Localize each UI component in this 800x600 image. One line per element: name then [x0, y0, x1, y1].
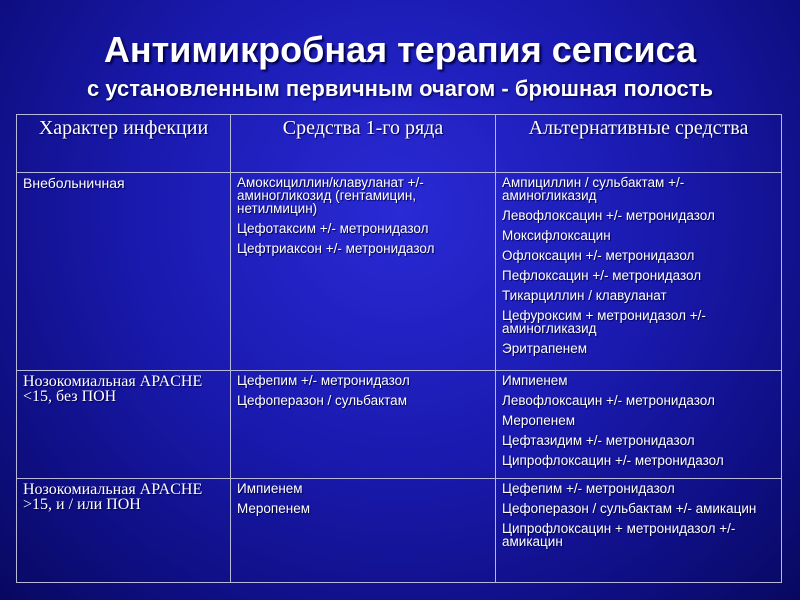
header-first-line: Средства 1-го ряда: [231, 115, 496, 173]
drug-item: Импиенем: [237, 481, 303, 496]
row-category: Нозокомиальная APACHE >15, и / или ПОН: [17, 479, 231, 583]
alternatives-cell: [496, 479, 782, 583]
therapy-table: [16, 114, 782, 583]
drug-item: Офлоксацин +/- метронидазол: [502, 248, 695, 263]
slide-title: Антимикробная терапия сепсиса: [103, 29, 697, 70]
table-row: [17, 371, 782, 479]
slide-subtitle: с установленным первичным очагом - брюшная полость: [86, 76, 714, 101]
drug-item: Импиенем: [502, 373, 568, 388]
drug-item: Меропенем: [502, 413, 575, 428]
row-category: Внебольничная: [17, 173, 231, 371]
drug-item: Цефотаксим +/- метронидазол: [237, 221, 429, 236]
drug-item: Эритрапенем: [502, 341, 588, 356]
header-infection-type: Характер инфекции: [17, 115, 231, 173]
alternatives-cell: [496, 173, 782, 371]
drug-item: Цефепим +/- метронидазол: [237, 373, 410, 388]
drug-item: Моксифлоксацин: [502, 228, 611, 243]
drug-item: Левофлоксацин +/- метронидазол: [502, 393, 715, 408]
drug-item: Амоксициллин/клавуланат +/- аминогликозид (гентамицин, нетилмицин): [237, 175, 424, 216]
drug-item: Ципрофлоксацин +/- метронидазол: [502, 453, 724, 468]
drug-item: Цефуроксим + метронидазол +/- аминогликазид: [502, 308, 706, 336]
drug-item: Ципрофлоксацин + метронидазол +/- амикацин: [502, 521, 736, 549]
first-line-cell: [231, 479, 496, 583]
table-header-row: [17, 115, 782, 173]
drug-item: Цефоперазон / сульбактам: [237, 393, 407, 408]
drug-item: Левофлоксацин +/- метронидазол: [502, 208, 715, 223]
drug-item: Пефлоксацин +/- метронидазол: [502, 268, 702, 283]
first-line-cell: [231, 371, 496, 479]
drug-item: Ампициллин / сульбактам +/- аминогликазид: [502, 175, 685, 203]
drug-item: Тикарциллин / клавуланат: [502, 288, 667, 303]
drug-item: Цефтриаксон +/- метронидазол: [237, 241, 435, 256]
alternatives-cell: [496, 371, 782, 479]
table-row: [17, 173, 782, 371]
drug-item: Меропенем: [237, 501, 310, 516]
table-row: [17, 479, 782, 583]
first-line-cell: [231, 173, 496, 371]
row-category: Нозокомиальная APACHE <15, без ПОН: [17, 371, 231, 479]
drug-item: Цефоперазон / сульбактам +/- амикацин: [502, 501, 757, 516]
drug-item: Цефепим +/- метронидазол: [502, 481, 675, 496]
drug-item: Цефтазидим +/- метронидазол: [502, 433, 695, 448]
header-alternatives: Альтернативные средства: [496, 115, 782, 173]
